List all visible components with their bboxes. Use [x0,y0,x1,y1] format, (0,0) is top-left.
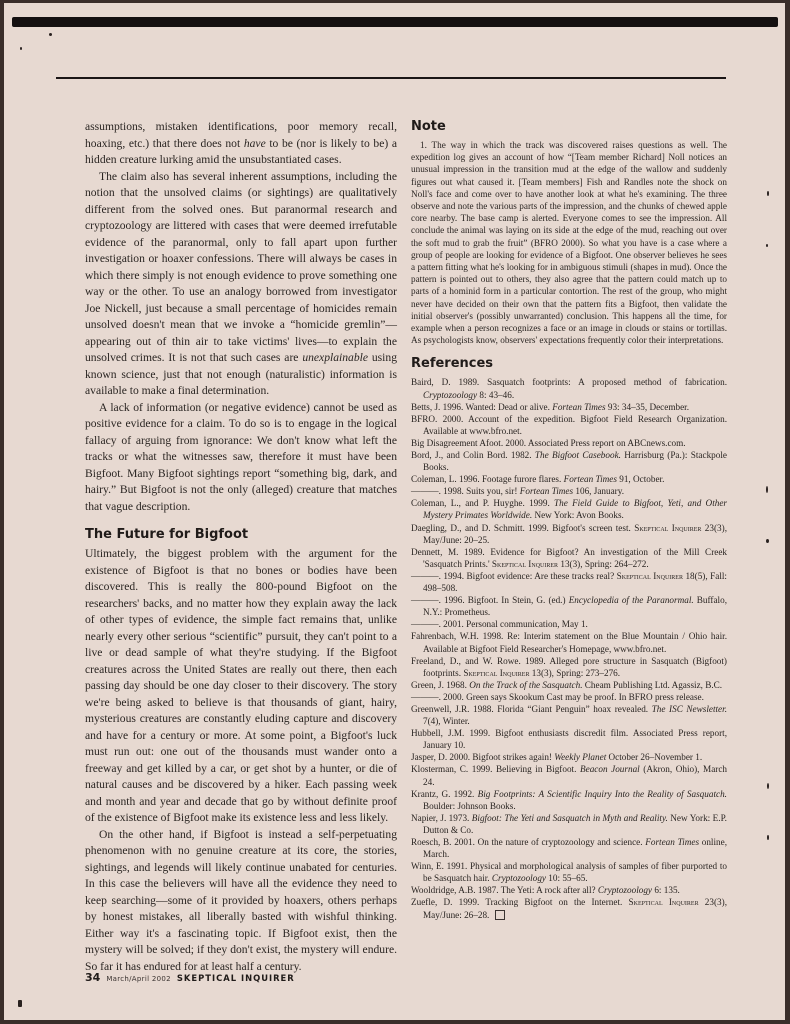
page-footer [85,971,295,987]
note-text: 1. The way in which the track was discovered raises questions as well. The expedition log gives an account of how “[Team member Richard] Noll notices an unusual impression in the transition mud at the edge of the wallow and suddenly figures out what caused it. [Team members] Fish and Randles note the shock on Noll's face and come over to have another look at what he's examining. The three observe and note the various parts of the impression, and the chunks of chewed apple core nearby. The base camp is alerted. Everyone comes to see the impression. All conclude the animal was laying on its side at the edge of the mud, reaching out over the soft mud to grab the fruit” (BFRO 2000). So what you have is a case where a group of people are looking for evidence of a Bigfoot. One observer believes he sees a pattern fitting what he's looking for in ambiguous stimuli (shapes in mud). Once the pattern is pointed out to others, they also agree that the pattern could match up to parts of a hominid form in a particular contortion. The rest of the group, who might never have decided on their own that the pattern fits a Bigfoot, then validate the initial observer's (possibly unwarranted) conclusion. This happens all the time, for example when a person recognizes a face or an image in clouds or stains or tortillas. As psychologists know, observers' expectations frequently color their interpretations. [411,140,727,346]
reference-text: Daegling, D., and D. Schmitt. 1999. Bigfoot's screen test. [411,522,635,533]
reference-entry [411,630,727,654]
scan-speck [766,244,768,247]
reference-text: Coleman, L., and P. Huyghe. 1999. [411,498,555,509]
reference-entry [411,401,727,413]
left-column [85,119,397,973]
italic-text-run: unexplainable [302,351,368,364]
reference-text: Zuefle, D. 1999. Tracking Bigfoot on the Internet. [411,897,629,908]
section-heading: The Future for Bigfoot [85,527,249,542]
reference-title-italic: Fortean Times [519,486,574,497]
scan-speck [766,539,769,543]
magazine-name: SKEPTICAL INQUIRER [176,973,295,983]
reference-entry [411,727,727,751]
issue-date: March/April 2002 [106,975,171,983]
reference-journal-smallcaps: Skeptical Inquirer [616,570,683,581]
reference-entry [411,618,727,630]
end-of-article-box-icon [495,910,505,920]
reference-title-italic: Bigfoot: The Yeti and Sasquatch in Myth and Reality. [471,812,668,823]
reference-journal-smallcaps: Skeptical Inquirer [634,522,702,533]
reference-text: Bord, J., and Colin Bord. 1982. [411,450,535,461]
reference-text: Wooldridge, A.B. 1987. The Yeti: A rock after all? [411,885,598,896]
reference-entry [411,691,727,703]
reference-text: Cheam Publishing Ltd. Agassiz, B.C. [582,679,723,690]
reference-text: Green, J. 1968. [411,679,470,690]
reference-entry [411,594,727,618]
reference-entry [411,655,727,679]
reference-entry [411,679,727,691]
reference-entry [411,376,727,400]
body-paragraph [85,119,397,169]
scan-speck [767,783,769,789]
reference-journal-smallcaps: Skeptical Inquirer [463,667,530,678]
reference-text: 18(5), Fall: 498–508. [423,570,727,594]
reference-title-italic: Cryptozoology [597,885,653,896]
reference-title-italic: On the Track of the Sasquatch. [469,679,583,690]
reference-text: Roesch, B. 2001. On the nature of cryptozoology and science. [411,837,646,848]
reference-text: New York: Avon Books. [532,510,624,521]
note-heading: Note [411,119,446,134]
reference-entry [411,485,727,497]
reference-text: Napier, J. 1973. [411,812,472,823]
reference-text: ———. 1996. Bigfoot. In Stein, G. (ed.) [411,595,569,606]
reference-journal-smallcaps: Skeptical Inquirer [628,897,699,908]
scan-speck [18,1000,22,1007]
reference-text: Winn, E. 1991. Physical and morphological analysis of samples of fiber purported to be Sasquatch hair. [411,861,727,884]
reference-entry [411,788,727,812]
reference-text: 7(4), Winter. [423,716,470,727]
reference-title-italic: The ISC Newsletter. [651,703,727,714]
body-paragraph [85,169,397,400]
reference-text: ———. 1998. Suits you, sir! [411,486,520,497]
reference-entry [411,449,727,473]
reference-title-italic: Fortean Times [552,401,606,412]
reference-text: Big Disagreement Afoot. 2000. Associated Press report on ABCnews.com. [411,437,686,448]
reference-entry [411,546,727,570]
reference-text: Dennett, M. 1989. Evidence for Bigfoot? An investigation of the Mill Creek 'Sasquatch Prints.' [411,546,727,569]
reference-text: Boulder: Johnson Books. [423,800,516,811]
header-thick-rule [12,17,778,27]
reference-title-italic: Fortean Times [563,474,617,485]
reference-text: 6: 135. [652,885,680,896]
reference-title-italic: Cryptozoology [491,873,546,884]
reference-text: ———. 2001. Personal communication, May 1. [411,619,588,630]
reference-text: Greenwell, J.R. 1988. Florida “Giant Penguin” hoax revealed. [411,703,652,714]
reference-text: (Akron, Ohio), March 24. [423,764,728,787]
reference-text: 106, January. [573,486,625,497]
reference-entry [411,473,727,485]
reference-text: Coleman, L. 1996. Footage furore flares. [411,474,564,485]
body-paragraph: A lack of information (or negative evidence) cannot be used as positive evidence for a claim. To do so is to engage in the logical fallacy of arguing from ignorance: We don't know what left the tracks or what the witnesses saw, therefore it must have been Bigfoot. Many Bigfoot sightings report “something big, dark, and hairy.” But Bigfoot is not the only (alleged) creature that matches that vague description. [85,400,397,513]
reference-title-italic: Cryptozoology [423,389,478,400]
reference-title-italic: Beacon Journal [580,764,640,775]
reference-journal-smallcaps: Skeptical Inquirer [491,558,559,569]
reference-entry [411,751,727,763]
reference-text: ———. 2000. Green says Skookum Cast may be proof. In BFRO press release. [411,691,704,702]
reference-text: 10: 55–65. [546,873,588,884]
reference-title-italic: Weekly Planet [554,752,607,763]
reference-text: 91, October. [616,474,665,485]
reference-text: 93: 34–35, December. [605,401,689,412]
reference-text: Harrisburg (Pa.): Stackpole Books. [423,450,727,473]
reference-entry [411,860,727,884]
text-run: using known science, just that not enough (naturalistic) information is available to make a final determination. [85,351,397,397]
italic-text-run: have [243,136,266,150]
reference-entry [411,884,727,896]
reference-text: online, March. [423,837,728,860]
scan-speck [20,47,22,50]
reference-text: Klosterman, C. 1999. Believing in Bigfoot. [411,764,580,775]
reference-entry [411,522,727,546]
reference-entry [411,812,727,836]
text-run: The claim also has several inherent assumptions, including the notion that the unsolved claims (or sightings) are qualitatively different from the solved ones. But paranormal research and cryptozoology are littered with cases that were deemed irrefutable evidence of the paranormal, only to fall apart upon further investigation or hoaxer confessions. There will always be cases in which there simply is not enough evidence to prove something one way or the other. To use an analogy borrowed from investigator Joe Nickell, just because a small percentage of homicides remain unsolved doesn't mean that we invoke a “homicide gremlin”—appearing out of thin air to take victims' lives—to explain the unsolved crimes. It is not that such cases are [85,169,397,364]
reference-text: 8: 43–46. [477,389,515,400]
right-column [411,119,727,959]
reference-text: 13(3), Spring: 264–272. [558,558,649,569]
text-run: to be (nor is likely to be) a hidden creature lurking amid the unsubstantiated cases. [85,136,397,166]
body-paragraph: On the other hand, if Bigfoot is instead a self-perpetuating phenomenon with no genuine creature at its core, the stories, sightings, and legends will likely continue unabated for centuries. In this case the believers will have all the evidence they need to keep searching—some of it provided by hoaxers, others perhaps by honest mistakes, all liberally basted with wishful thinking. Either way it's a fascinating topic. If Bigfoot exist, then the mystery will be solved; if they don't exist, the mystery will endure. So far it has endured for at least half a century. [85,827,397,973]
scan-speck [766,486,768,493]
page-number: 34 [85,971,101,984]
reference-text: Freeland, D., and W. Rowe. 1989. Alleged pore structure in Sasquatch (Bigfoot) footprints. [411,655,727,678]
reference-title-italic: Encyclopedia of the Paranormal. [568,595,694,606]
reference-text: ———. 1994. Bigfoot evidence: Are these tracks real? [411,570,617,581]
reference-title-italic: Fortean Times [645,837,700,848]
reference-text: Betts, J. 1996. Wanted: Dead or alive. [411,401,553,412]
reference-entry [411,437,727,449]
references-list [411,376,727,920]
scan-speck [49,33,52,36]
reference-text: Fahrenbach, W.H. 1998. Re: Interim statement on the Blue Mountain / Ohio hair. Available at Bigfoot Field Researcher's Homepage, www.bfro.net. [411,631,727,654]
reference-text: 23(3), May/June: 20–25. [423,522,727,545]
reference-text: Baird, D. 1989. Sasquatch footprints: A proposed method of fabrication. [411,377,727,388]
magazine-page [4,3,785,1020]
references-heading: References [411,356,494,372]
text-run: assumptions, mistaken identifications, poor memory recall, hoaxing, etc.) that there does not [85,120,397,150]
reference-entry [411,896,727,920]
body-paragraph: Ultimately, the biggest problem with the argument for the existence of Bigfoot is that no bones or bodies have been discovered. This is really the 800-pound Bigfoot on the researchers' backs, and no matter how they explain away the lack of other types of evidence, the simple fact remains that, unlike nearly every other serious “scientific” pursuit, they can't point to a live or dead sample of what they're studying. If the Bigfoot creatures across the United States are really out there, then each passing day should be one day closer to their discovery. The story we're being asked to believe is that thousands of giant, hairy, mysterious creatures are constantly eluding capture and discovery and have for a century or more. At some point, a Bigfoot's luck must run out: one out of the thousands must wander onto a freeway and get killed by a car, or get shot by a hunter, or die of natural causes and be discovered by a hiker. Each passing week and month and year and decade that go by without definite proof of the existence of Bigfoot make its existence less and less likely. [85,547,397,824]
reference-text: October 26–November 1. [606,752,703,763]
reference-text: BFRO. 2000. Account of the expedition. Bigfoot Field Research Organization. Available at www.bfro.net. [411,413,727,436]
scan-speck [767,191,769,196]
reference-text: New York: E.P. Dutton & Co. [423,812,727,835]
reference-title-italic: The Bigfoot Casebook. [534,450,621,461]
scan-speck [767,835,769,840]
reference-text: Buffalo, N.Y.: Prometheus. [423,595,727,618]
header-thin-rule [56,77,726,79]
reference-text: Jasper, D. 2000. Bigfoot strikes again! [411,752,555,763]
reference-entry [411,497,727,521]
reference-entry [411,413,727,437]
reference-entry [411,703,727,727]
reference-entry [411,763,727,787]
reference-text: Hubbell, J.M. 1999. Bigfoot enthusiasts discredit film. Associated Press report, January 10. [411,728,727,751]
reference-text: Krantz, G. 1992. [411,788,478,799]
reference-text: 13(3), Spring: 273–276. [529,667,621,678]
reference-entry [411,570,727,594]
reference-title-italic: Big Footprints: A Scientific Inquiry Into the Reality of Sasquatch. [477,788,727,799]
reference-entry [411,836,727,860]
reference-title-italic: The Field Guide to Bigfoot, Yeti, and Other Mystery Primates Worldwide. [423,498,727,521]
reference-text: 23(3), May/June: 26–28. [423,897,727,920]
